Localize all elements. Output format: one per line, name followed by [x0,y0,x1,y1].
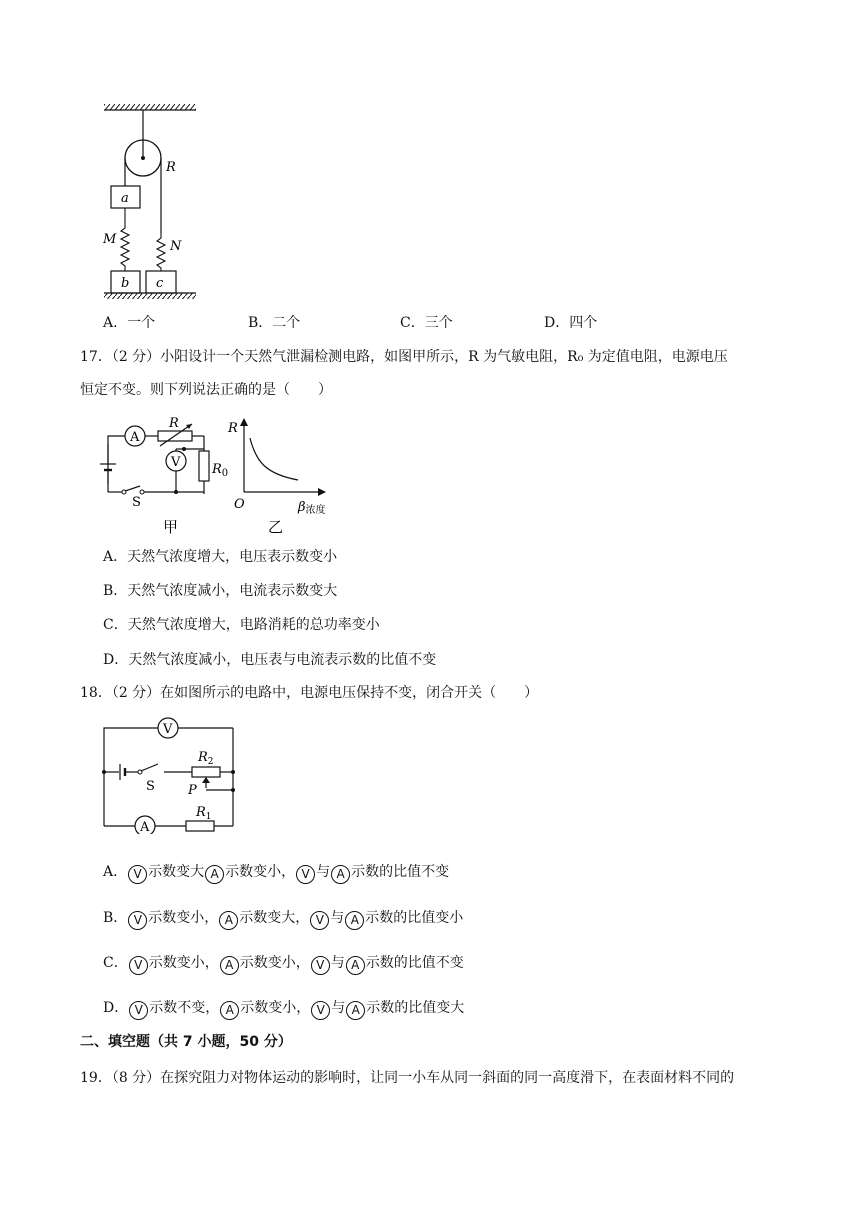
q17-label-R: R [169,416,179,431]
voltmeter-icon: V [128,865,147,884]
label-N: N [170,239,182,254]
q17-label-R0-sub: 0 [221,468,229,479]
q16-options [103,312,763,332]
svg-text:R2 [197,750,214,767]
q17-option-b[interactable]: B．天然气浓度减小，电流表示数变大 [103,583,338,599]
q17-option-d[interactable]: D．天然气浓度减小，电压表与电流表示数的比值不变 [103,652,437,668]
voltmeter-icon: V [311,956,330,975]
q18-option-a[interactable]: A． V 示数变大 A 示数变小， V 与 A 示数的比值不变 [103,862,449,884]
ammeter-icon: A [220,1001,239,1020]
voltmeter-icon: V [128,911,147,930]
graph-origin-label: O [234,497,245,512]
q17-stem-line1: 17．（2 分）小阳设计一个天然气泄漏检测电路，如图甲所示，R 为气敏电阻，R₀ 为定值电阻，电源电压 [80,349,728,365]
ammeter-icon: A [346,1001,365,1020]
q17-voltmeter-label: V [171,455,181,470]
ammeter-icon: A [219,911,238,930]
q17-circuit-figure [100,414,230,536]
q18-stem: 18．（2 分）在如图所示的电路中，电源电压保持不变，闭合开关（ ） [80,685,539,701]
q17-option-c[interactable]: C．天然气浓度增大，电路消耗的总功率变小 [103,617,380,633]
voltmeter-icon: V [129,1001,148,1020]
voltmeter-icon: V [296,865,315,884]
label-b: b [121,276,130,291]
q17-stem-line2: 恒定不变。则下列说法正确的是（ ） [80,382,332,398]
q17-graph-figure [226,416,346,536]
label-a: a [121,191,129,206]
q17-label-S: S [132,495,141,510]
q18-option-b[interactable]: B． V 示数变小， A 示数变大， V 与 A 示数的比值变小 [103,908,463,930]
q16-option-b[interactable]: B．二个 [248,315,301,331]
q18-label-R2-sub: 2 [207,757,214,767]
q18-circuit-figure [98,714,240,834]
q18-label-R1-sub: 1 [205,812,212,822]
voltmeter-icon: V [310,911,329,930]
q17-ammeter-label: A [130,430,140,445]
voltmeter-icon: V [311,1001,330,1020]
ammeter-icon: A [346,956,365,975]
q18-option-c[interactable]: C． V 示数变小， A 示数变小， V 与 A 示数的比值不变 [103,953,464,975]
q16-option-c[interactable]: C．三个 [400,315,453,331]
graph-x-label: β [298,500,306,515]
label-c: c [156,276,164,291]
q17-caption-yi: 乙 [268,518,284,536]
q18-label-R1: R [196,805,206,820]
q17-caption-jia: 甲 [163,518,179,536]
q17-label-R0: R [212,462,222,477]
label-R: R [166,160,176,175]
label-M: M [103,232,117,247]
section-title-fill-in: 二、填空题（共 7 小题，50 分） [80,1034,292,1050]
q19-stem: 19．（8 分）在探究阻力对物体运动的影响时，让同一小车从同一斜面的同一高度滑下，在表面材料不同的 [80,1070,735,1086]
pulley-spring-figure [100,98,210,308]
svg-text:R1 [195,805,212,822]
q18-label-S: S [146,779,155,794]
q18-label-R2: R [198,750,208,765]
q16-option-d[interactable]: D．四个 [544,315,598,331]
q16-option-a[interactable]: A．一个 [103,315,156,331]
graph-x-sub: 浓度 [305,505,326,516]
q18-ammeter-label: A [140,820,150,834]
svg-text:β浓度 [297,500,326,516]
voltmeter-icon: V [129,956,148,975]
ammeter-icon: A [331,865,350,884]
ammeter-icon: A [345,911,364,930]
q18-option-d[interactable]: D． V 示数不变， A 示数变小， V 与 A 示数的比值变大 [103,998,464,1020]
graph-y-label: R [228,421,238,436]
ammeter-icon: A [220,956,239,975]
q18-voltmeter-label: V [163,722,173,737]
q18-label-P: P [188,783,197,798]
ammeter-icon: A [205,865,224,884]
q17-option-a[interactable]: A．天然气浓度增大，电压表示数变小 [103,549,338,565]
